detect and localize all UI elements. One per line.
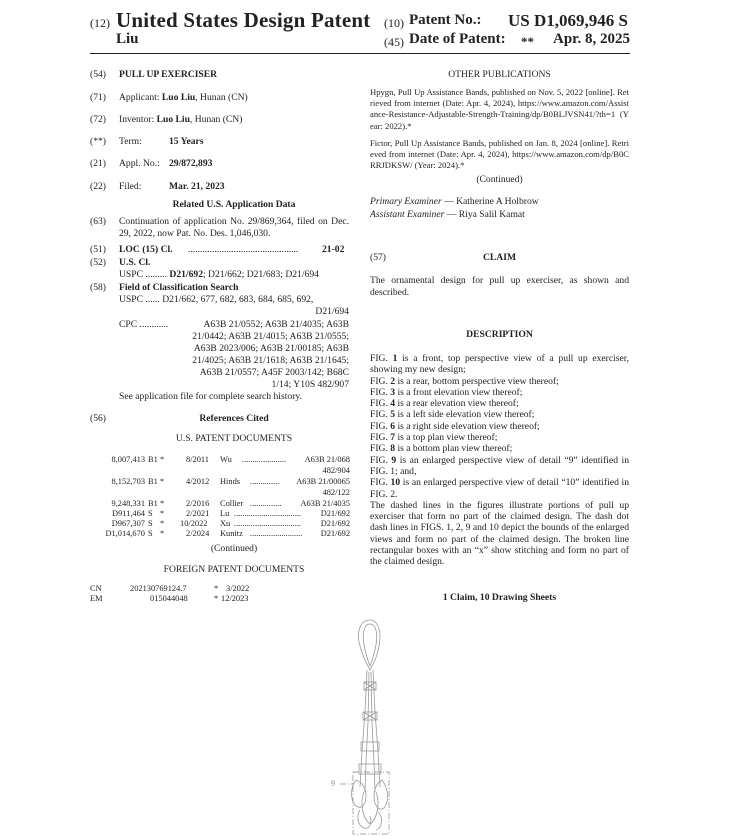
term-value: 15 Years <box>169 136 204 147</box>
appl-label: Appl. No.: <box>119 158 160 169</box>
filed-date: Mar. 21, 2023 <box>169 181 225 192</box>
code-63: (63) <box>90 216 106 227</box>
inventor-label: Inventor: <box>119 114 155 125</box>
ref-number: D1,014,670 <box>105 529 145 538</box>
ref-class-secondary: 482/904 <box>322 466 350 475</box>
reference-row <box>90 529 350 541</box>
foreign-row <box>90 594 350 606</box>
code-21: (21) <box>90 158 106 169</box>
foreign-date: 12/2023 <box>221 594 249 603</box>
field-uspc-line <box>119 294 313 306</box>
description-heading: DESCRIPTION <box>466 329 533 340</box>
code-71: (71) <box>90 92 106 103</box>
ref-name: Collier <box>220 499 244 508</box>
applicant-label: Applicant: <box>119 92 160 103</box>
ref-star: * <box>160 455 165 464</box>
ref-kind: S <box>148 509 153 518</box>
dashed-lines-note: The dashed lines in the figures illustrate portions of pull up exerciser that form no part of the claimed design. The dash dot dash lines in FIGS. 1, 2, 9 and 10 depict the bounds of the enlarged views and form no part of the claimed design. The broken line rectangular boxes with an “x” show stitching and form no part of the claimed design. <box>370 499 629 568</box>
date-of-patent-label: Date of Patent: <box>409 31 506 47</box>
foreign-number: 202130769124.7 <box>130 584 187 593</box>
ref-class: A63B 21/00065 <box>296 477 350 486</box>
field-search-label: Field of Classification Search <box>119 282 239 293</box>
ref-kind: B1 <box>148 477 158 486</box>
inventor-line <box>119 114 242 126</box>
ref-date: 10/2022 <box>180 519 208 528</box>
code-58: (58) <box>90 282 106 293</box>
ref-number: 9,248,331 <box>111 499 145 508</box>
ref-date: 2/2021 <box>186 509 210 518</box>
ref-number: 8,152,703 <box>111 477 145 486</box>
ref-date: 2/2016 <box>186 499 210 508</box>
ref-date: 8/2011 <box>186 455 209 464</box>
fig-line: FIG. 10 is an enlarged perspective view of detail “10” identified in FIG. 2. <box>370 477 629 500</box>
ref-star: * <box>160 509 165 518</box>
ref-class: A63B 21/068 <box>304 455 350 464</box>
description-body <box>370 353 629 568</box>
inventor-surname: Liu <box>116 31 139 47</box>
related-data-heading: Related U.S. Application Data <box>172 199 296 210</box>
patent-date: Apr. 8, 2025 <box>553 31 630 47</box>
ref-kind: B1 <box>148 455 158 464</box>
detail-9-label: 9 <box>331 779 335 788</box>
ref-name: Hinds <box>220 477 241 486</box>
fig-line: FIG. 8 is a bottom plan view thereof; <box>370 443 513 455</box>
inventor-name: Luo Liu <box>156 114 190 125</box>
claim-heading: CLAIM <box>482 252 517 263</box>
ref-name: Kunitz <box>220 529 243 538</box>
field-uspc-line1: D21/662, 677, 682, 683, 684, 685, 692, <box>162 294 314 305</box>
assistant-examiner-name: — Riya Salil Kamat <box>444 209 525 220</box>
code-10: (10) <box>384 16 404 30</box>
code-56: (56) <box>90 413 106 424</box>
us-patent-docs-heading: U.S. PATENT DOCUMENTS <box>175 433 293 444</box>
fig-line: FIG. 4 is a rear elevation view thereof; <box>370 398 519 410</box>
code-45: (45) <box>384 35 404 49</box>
foreign-country: EM <box>90 594 103 603</box>
patent-number-label: Patent No.: <box>409 12 482 28</box>
code-12: (12) <box>90 16 110 30</box>
ref-dots: .............. <box>250 477 280 486</box>
header-rule <box>90 53 630 54</box>
field-cpc-dots: ............ <box>139 319 169 330</box>
refs-continued: (Continued) <box>210 543 258 554</box>
ref-star: * <box>160 519 165 528</box>
primary-examiner <box>370 196 539 208</box>
term-label: Term: <box>119 136 142 147</box>
loc-label: LOC (15) Cl. <box>119 244 173 255</box>
fig-line: FIG. 9 is an enlarged perspective view of detail “9” identified in FIG. 1; and, <box>370 454 629 477</box>
foreign-number: 015044048 <box>150 594 188 603</box>
primary-examiner-label: Primary Examiner <box>370 196 442 207</box>
ref-class: D21/692 <box>320 529 350 538</box>
ref-class: A63B 21/4035 <box>300 499 350 508</box>
foreign-star: * <box>214 594 219 603</box>
document-type-title: United States Design Patent <box>116 8 371 32</box>
ref-dots: ................................ <box>234 519 301 528</box>
field-cpc-label: CPC <box>119 319 138 330</box>
code-52: (52) <box>90 257 106 268</box>
fig-line: FIG. 7 is a top plan view thereof; <box>370 432 498 444</box>
code-term: (**) <box>90 136 106 147</box>
ref-star: * <box>160 529 165 538</box>
code-57: (57) <box>370 252 386 263</box>
foreign-date: 3/2022 <box>226 584 250 593</box>
ref-class: D21/692 <box>320 509 350 518</box>
us-cl-main: D21/692 <box>169 269 203 280</box>
us-cl-uspc-label: USPC <box>119 269 143 280</box>
other-publications-heading: OTHER PUBLICATIONS <box>448 69 551 80</box>
ref-number: 8,007,413 <box>111 455 145 464</box>
ref-name: Wu <box>220 455 232 464</box>
field-uspc-line2: D21/694 <box>315 306 349 317</box>
publication-2: Fictor, Pull Up Assistance Bands, published on Jan. 8, 2024 [online]. Retrieved from internet (Date: Apr. 4, 2024), https://www.amazon.com/dp/B0CRRJDKSW/ (Year: 2024).* <box>370 138 629 171</box>
pull-up-exerciser-drawing <box>320 612 410 836</box>
foreign-docs-heading: FOREIGN PATENT DOCUMENTS <box>163 564 305 575</box>
continuation-text: Continuation of application No. 29/869,364, filed on Dec. 29, 2022, now Pat. No. Des. 1,046,030. <box>119 216 349 239</box>
ref-dots: ..................... <box>242 455 286 464</box>
references-heading: References Cited <box>199 413 269 424</box>
field-cpc-label-row <box>119 319 168 331</box>
code-22: (22) <box>90 181 106 192</box>
ref-class-secondary: 482/122 <box>322 488 350 497</box>
publications-continued: (Continued) <box>476 174 523 185</box>
ref-name: Lu <box>220 509 230 518</box>
us-cl-line <box>119 269 319 281</box>
loc-dots: .............................................. <box>188 244 299 255</box>
fig-line: FIG. 1 is a front, top perspective view of a pull up exerciser, showing my new design; <box>370 353 629 376</box>
fig-line: FIG. 6 is a right side elevation view thereof; <box>370 420 540 432</box>
cpc-line: 1/14; Y10S 482/907 <box>271 379 349 390</box>
term-marker: ** <box>521 34 534 49</box>
claims-summary: 1 Claim, 10 Drawing Sheets <box>442 592 557 603</box>
ref-number: D911,464 <box>112 509 145 518</box>
publication-1: Hpygn, Pull Up Assistance Bands, published on Nov. 5, 2022 [online]. Retrieved from internet (Date: Apr. 4, 2024), https://www.amazon.com/Assistance-Resistance-Adjustable-Strength-Training/dp/B0BLJVSN41/?th=1 (Year: 2022).* <box>370 87 629 131</box>
inventor-location: , Hunan (CN) <box>189 114 243 125</box>
patent-number: US D1,069,946 S <box>508 11 628 30</box>
field-uspc-label: USPC <box>119 294 143 305</box>
cpc-line: A63B 21/0557; A45F 2003/142; B68C <box>199 367 349 378</box>
us-cl-dots: ......... <box>145 269 167 280</box>
fig-line: FIG. 2 is a rear, bottom perspective view thereof; <box>370 375 559 387</box>
ref-class: D21/692 <box>320 519 350 528</box>
ref-kind: S <box>148 519 153 528</box>
applicant-line <box>119 92 248 104</box>
ref-date: 4/2012 <box>186 477 210 486</box>
ref-star: * <box>160 499 165 508</box>
code-54: (54) <box>90 69 106 80</box>
fig-line: FIG. 3 is a front elevation view thereof; <box>370 386 523 398</box>
see-application-text: See application file for complete search history. <box>119 391 302 402</box>
filed-label: Filed: <box>119 181 142 192</box>
foreign-country: CN <box>90 584 102 593</box>
ref-name: Xu <box>220 519 231 528</box>
field-uspc-dots: ...... <box>145 294 160 305</box>
ref-kind: S <box>148 529 153 538</box>
applicant-name: Luo Liu <box>161 92 196 103</box>
ref-number: D967,307 <box>111 519 145 528</box>
fig-line: FIG. 5 is a left side elevation view thereof; <box>370 409 535 421</box>
ref-star: * <box>160 477 165 486</box>
ref-date: 2/2024 <box>186 529 210 538</box>
cpc-line: 21/0442; A63B 21/4015; A63B 21/0555; <box>192 331 349 342</box>
code-72: (72) <box>90 114 106 125</box>
primary-examiner-name: — Katherine A Holbrow <box>441 196 539 207</box>
ref-dots: ............... <box>250 499 282 508</box>
appl-number: 29/872,893 <box>169 158 213 169</box>
ref-dots: ......................... <box>250 529 303 538</box>
design-title: PULL UP EXERCISER <box>119 69 218 80</box>
us-cl-label: U.S. Cl. <box>119 257 151 268</box>
cpc-line: A63B 21/0552; A63B 21/4035; A63B <box>203 319 349 330</box>
ref-dots: ................................ <box>234 509 301 518</box>
ref-kind: B1 <box>148 499 158 508</box>
code-51: (51) <box>90 244 106 255</box>
loc-value: 21-02 <box>322 244 345 255</box>
applicant-location: , Hunan (CN) <box>195 92 248 103</box>
assistant-examiner <box>370 209 525 221</box>
us-cl-rest: ; D21/662; D21/683; D21/694 <box>202 269 319 280</box>
cpc-line: 21/4025; A63B 21/1618; A63B 21/1645; <box>192 355 349 366</box>
claim-text: The ornamental design for pull up exerciser, as shown and described. <box>370 275 629 298</box>
foreign-star: * <box>214 584 219 593</box>
cpc-line: A63B 2023/006; A63B 21/00185; A63B <box>193 343 349 354</box>
assistant-examiner-label: Assistant Examiner <box>370 209 445 220</box>
